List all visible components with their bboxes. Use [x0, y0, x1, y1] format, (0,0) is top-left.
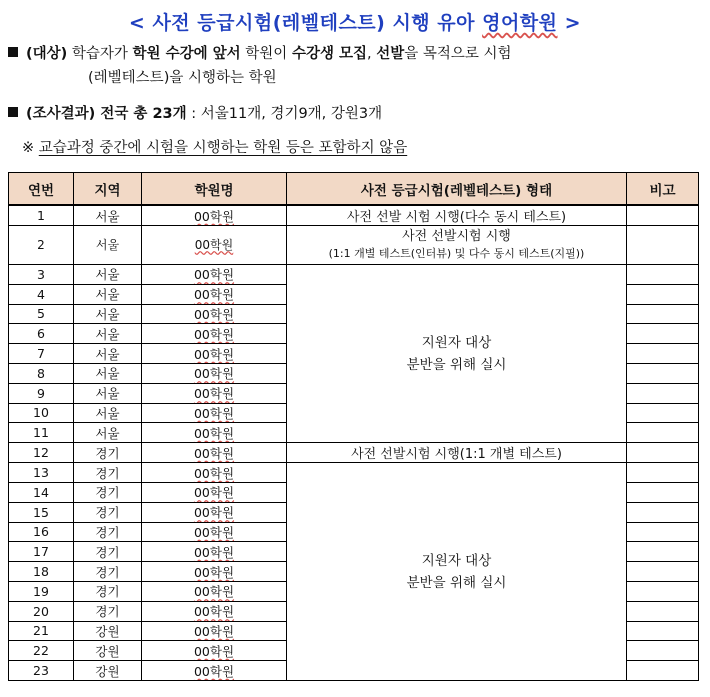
- cell-academy: [142, 502, 287, 522]
- title-prefix: < 사전 등급시험(레벨테스트) 시행 유아: [128, 12, 483, 34]
- cell-region: 경기: [74, 542, 142, 562]
- cell-no: 8: [9, 363, 74, 383]
- academy-name: 00학원: [193, 326, 235, 342]
- cell-remark: [627, 304, 699, 324]
- cell-region: 서울: [74, 284, 142, 304]
- cell-remark: [627, 205, 699, 226]
- target-paragraph: [8, 42, 702, 90]
- cell-remark: [627, 443, 699, 463]
- cell-region: 서울: [74, 403, 142, 423]
- title-suffix: >: [557, 12, 582, 34]
- page-title: [0, 8, 710, 35]
- cell-remark: [627, 581, 699, 601]
- cell-academy: [142, 265, 287, 285]
- cell-no: 21: [9, 621, 74, 641]
- cell-academy: [142, 344, 287, 364]
- academy-name: 00학원: [193, 604, 235, 620]
- cell-no: 9: [9, 383, 74, 403]
- academy-name: 00학원: [193, 623, 235, 639]
- cell-no: 15: [9, 502, 74, 522]
- cell-region: 경기: [74, 601, 142, 621]
- title-highlight: 영어학원: [482, 12, 558, 34]
- result-label: (조사결과) 전국 총: [26, 106, 153, 122]
- academy-name: 00학원: [193, 445, 235, 461]
- cell-academy: [142, 284, 287, 304]
- academy-name: 00학원: [193, 544, 235, 560]
- cell-remark: [627, 423, 699, 443]
- cell-region: 서울: [74, 265, 142, 285]
- table-header-row: [9, 173, 699, 206]
- cell-remark: [627, 562, 699, 582]
- table-row: [9, 265, 699, 285]
- table-row: [9, 443, 699, 463]
- cell-remark: [627, 661, 699, 681]
- academy-table: [8, 172, 699, 681]
- result-detail: : 서울11개, 경기9개, 강원3개: [186, 106, 383, 122]
- academy-name: 00학원: [193, 386, 235, 402]
- cell-academy: [142, 482, 287, 502]
- cell-academy: [142, 463, 287, 483]
- cell-no: 1: [9, 205, 74, 226]
- form-line-1: 지원자 대상: [421, 552, 492, 569]
- cell-no: 23: [9, 661, 74, 681]
- target-text-4: 을 목적으로 시험: [404, 46, 512, 62]
- cell-academy: [142, 661, 287, 681]
- target-bold-2: 수강생 모집: [291, 46, 368, 62]
- cell-region: 경기: [74, 463, 142, 483]
- cell-remark: [627, 383, 699, 403]
- cell-academy: [142, 562, 287, 582]
- cell-academy: [142, 443, 287, 463]
- cell-region: 경기: [74, 502, 142, 522]
- academy-name: 00학원: [193, 643, 235, 659]
- cell-academy: [142, 423, 287, 443]
- cell-academy: [142, 383, 287, 403]
- form-line-2: 분반을 위해 실시: [406, 574, 507, 591]
- academy-name: 00학원: [193, 425, 235, 441]
- cell-no: 22: [9, 641, 74, 661]
- cell-no: 13: [9, 463, 74, 483]
- academy-name: 00학원: [193, 524, 235, 540]
- cell-region: 경기: [74, 482, 142, 502]
- cell-academy: [142, 363, 287, 383]
- square-bullet-icon: [8, 47, 18, 57]
- header-test-form: 사전 등급시험(레벨테스트) 형태: [287, 173, 627, 206]
- cell-region: 강원: [74, 641, 142, 661]
- cell-region: 경기: [74, 522, 142, 542]
- academy-name: 00학원: [193, 287, 235, 303]
- cell-no: 14: [9, 482, 74, 502]
- note-line: [22, 136, 407, 157]
- table-row: [9, 463, 699, 483]
- cell-region: 서울: [74, 324, 142, 344]
- cell-region: 강원: [74, 621, 142, 641]
- cell-academy: [142, 621, 287, 641]
- target-text-1: 학습자가: [67, 46, 133, 62]
- cell-remark: [627, 641, 699, 661]
- cell-remark: [627, 482, 699, 502]
- cell-region: 경기: [74, 581, 142, 601]
- cell-academy: [142, 601, 287, 621]
- cell-no: 16: [9, 522, 74, 542]
- target-text-2: 학원이: [240, 46, 292, 62]
- result-paragraph: [8, 102, 702, 126]
- result-count: 23개: [152, 106, 187, 122]
- cell-test-form: [287, 226, 627, 265]
- academy-name: 00학원: [193, 208, 235, 224]
- cell-academy: [142, 324, 287, 344]
- academy-name: 00학원: [193, 465, 235, 481]
- cell-academy: [142, 581, 287, 601]
- cell-academy: [142, 226, 287, 265]
- target-text-3: ,: [367, 46, 377, 62]
- square-bullet-icon: [8, 107, 18, 117]
- cell-no: 18: [9, 562, 74, 582]
- cell-region: 서울: [74, 226, 142, 265]
- header-no: 연번: [9, 173, 74, 206]
- note-mark: ※: [22, 140, 39, 156]
- cell-region: 경기: [74, 443, 142, 463]
- academy-name: 00학원: [193, 584, 235, 600]
- cell-remark: [627, 542, 699, 562]
- cell-remark: [627, 363, 699, 383]
- cell-remark: [627, 344, 699, 364]
- cell-academy: [142, 641, 287, 661]
- cell-region: 서울: [74, 344, 142, 364]
- table-row: [9, 226, 699, 265]
- academy-name: 00학원: [193, 564, 235, 580]
- cell-remark: [627, 265, 699, 285]
- cell-no: 10: [9, 403, 74, 423]
- cell-remark: [627, 324, 699, 344]
- cell-academy: [142, 522, 287, 542]
- cell-region: 서울: [74, 383, 142, 403]
- target-bold-1: 학원 수강에 앞서: [132, 46, 241, 62]
- cell-test-form: 사전 선발 시험 시행(다수 동시 테스트): [287, 205, 627, 226]
- cell-test-form: 사전 선발시험 시행(1:1 개별 테스트): [287, 443, 627, 463]
- cell-remark: [627, 522, 699, 542]
- cell-no: 2: [9, 226, 74, 265]
- cell-no: 7: [9, 344, 74, 364]
- cell-no: 5: [9, 304, 74, 324]
- target-line-2: (레벨테스트)을 시행하는 학원: [88, 70, 277, 86]
- cell-region: 서울: [74, 423, 142, 443]
- cell-region: 강원: [74, 661, 142, 681]
- note-text: 교습과정 중간에 시험을 시행하는 학원 등은 포함하지 않음: [38, 140, 408, 156]
- academy-name: 00학원: [193, 663, 235, 679]
- cell-no: 11: [9, 423, 74, 443]
- cell-no: 20: [9, 601, 74, 621]
- table-row: [9, 205, 699, 226]
- academy-name: 00학원: [193, 485, 235, 501]
- header-remark: 비고: [627, 173, 699, 206]
- cell-remark: [627, 601, 699, 621]
- cell-no: 17: [9, 542, 74, 562]
- form-line-1: 지원자 대상: [421, 334, 492, 351]
- cell-test-form-group-a: [287, 265, 627, 443]
- cell-remark: [627, 463, 699, 483]
- cell-remark: [627, 284, 699, 304]
- academy-name: 00학원: [193, 405, 235, 421]
- cell-academy: [142, 304, 287, 324]
- cell-region: 서울: [74, 363, 142, 383]
- form-line-2: 분반을 위해 실시: [406, 356, 507, 373]
- academy-name: 00학원: [193, 366, 235, 382]
- academy-name: 00학원: [194, 237, 234, 252]
- cell-remark: [627, 403, 699, 423]
- academy-name: 00학원: [193, 267, 235, 283]
- form-line-1: 사전 선발시험 시행: [402, 229, 511, 244]
- cell-remark: [627, 502, 699, 522]
- cell-region: 경기: [74, 562, 142, 582]
- cell-remark: [627, 226, 699, 265]
- cell-no: 3: [9, 265, 74, 285]
- cell-no: 4: [9, 284, 74, 304]
- cell-remark: [627, 621, 699, 641]
- cell-no: 12: [9, 443, 74, 463]
- header-academy: 학원명: [142, 173, 287, 206]
- target-bold-3: 선발: [376, 46, 405, 62]
- academy-name: 00학원: [193, 346, 235, 362]
- academy-name: 00학원: [193, 306, 235, 322]
- cell-no: 6: [9, 324, 74, 344]
- cell-test-form-group-b: [287, 463, 627, 681]
- target-label: (대상): [26, 46, 68, 62]
- cell-region: 서울: [74, 304, 142, 324]
- cell-no: 19: [9, 581, 74, 601]
- cell-academy: [142, 542, 287, 562]
- form-line-2: (1:1 개별 테스트(인터뷰) 및 다수 동시 테스트(지필)): [328, 247, 585, 260]
- cell-region: 서울: [74, 205, 142, 226]
- header-region: 지역: [74, 173, 142, 206]
- cell-academy: [142, 205, 287, 226]
- cell-academy: [142, 403, 287, 423]
- academy-name: 00학원: [193, 505, 235, 521]
